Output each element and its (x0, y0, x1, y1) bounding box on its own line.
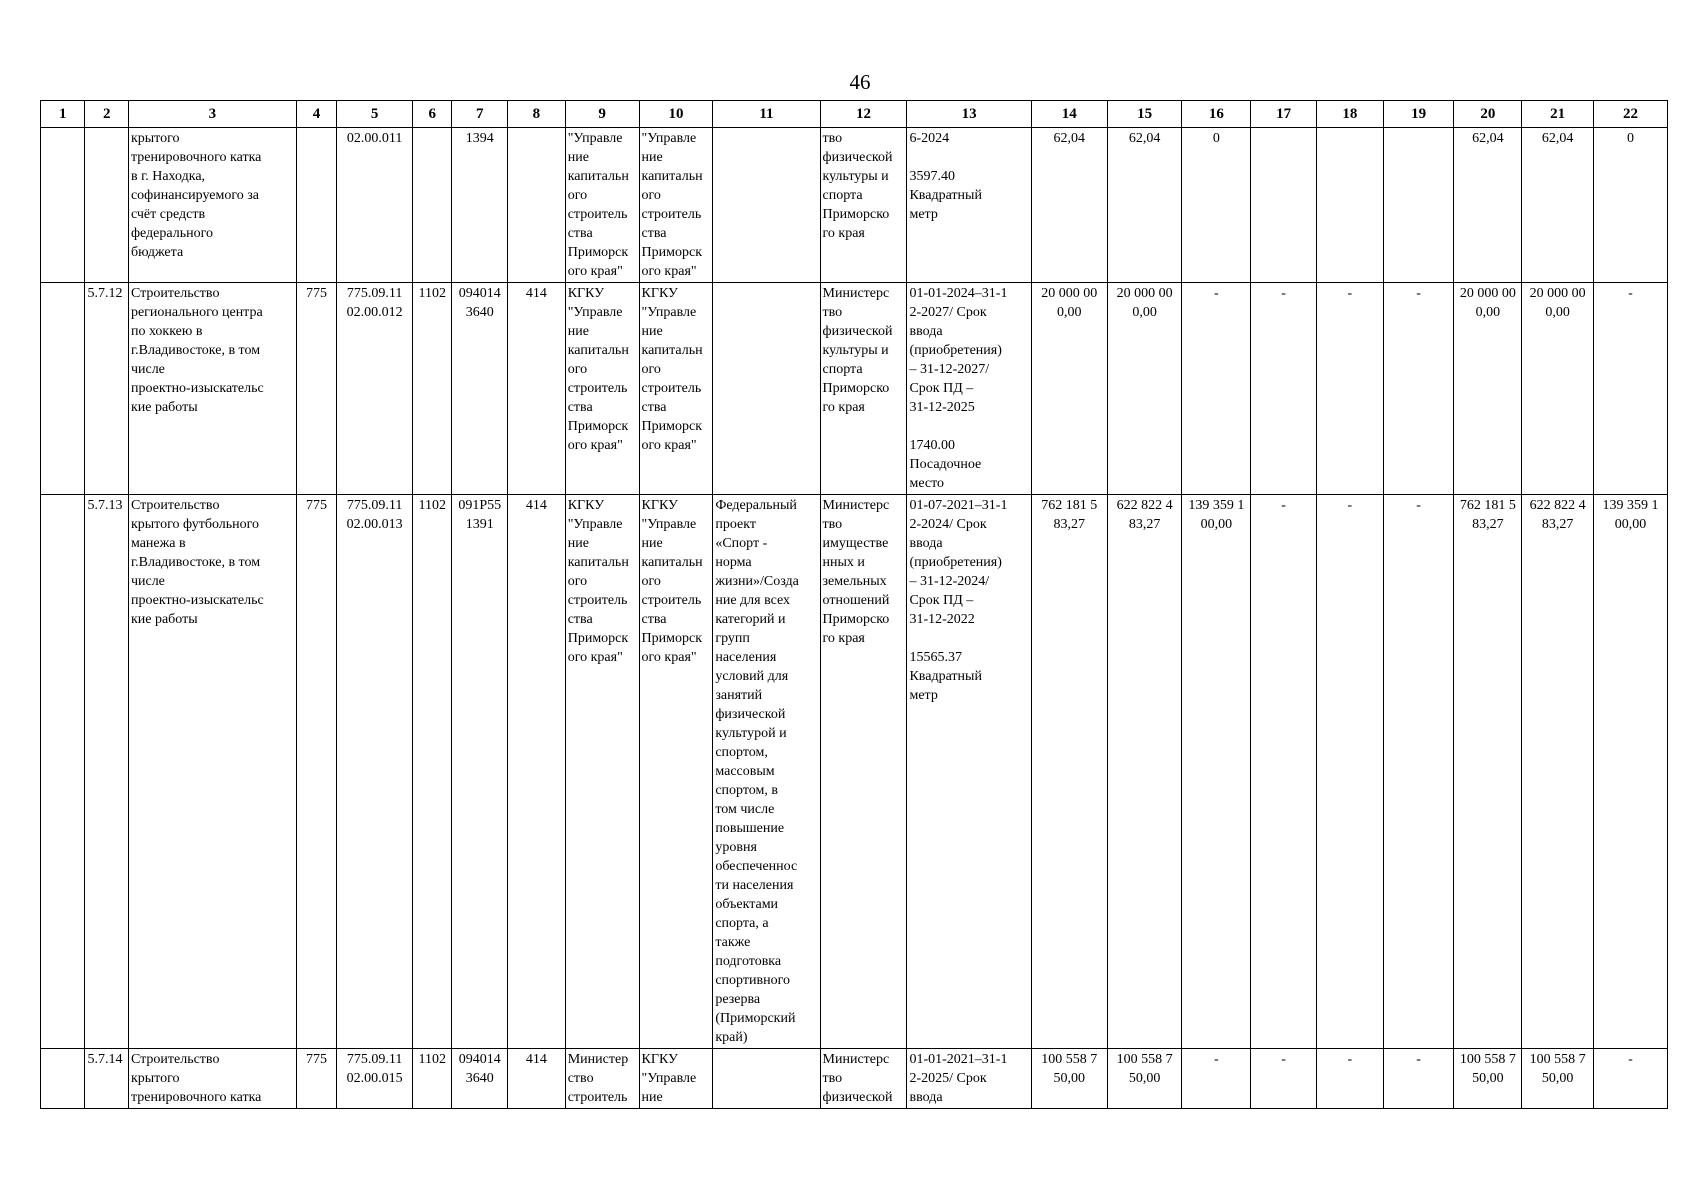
row-num-cell (41, 1049, 85, 1109)
value-cell: 762 181 5 83,27 (1454, 495, 1522, 1049)
builder-cell: КГКУ "Управле ние капитальн ого строитель ства Приморск ого края" (639, 283, 713, 495)
column-header: 21 (1522, 101, 1594, 128)
section-code-cell: 1102 (413, 283, 452, 495)
value-cell: 762 181 5 83,27 (1031, 495, 1107, 1049)
project-cell (713, 1049, 820, 1109)
builder-cell: КГКУ "Управле ние капитальн ого строитель ства Приморск ого края" (639, 495, 713, 1049)
column-header: 17 (1251, 101, 1317, 128)
target-article-cell: 094014 3640 (452, 283, 508, 495)
program-code-cell: 775.09.11 02.00.012 (337, 283, 413, 495)
column-header: 2 (85, 101, 128, 128)
row-num-cell (41, 495, 85, 1049)
object-name-cell: Строительство крытого тренировочного катка (128, 1049, 296, 1109)
customer-cell: Министер ство строитель (565, 1049, 639, 1109)
object-name-cell: Строительство регионального центра по хоккею в г.Владивостоке, в том числе проектно-изыскательс кие работы (128, 283, 296, 495)
table-row (41, 128, 1668, 283)
builder-cell: КГКУ "Управле ние (639, 1049, 713, 1109)
gp-code-cell (296, 128, 336, 283)
object-name-cell: крытого тренировочного катка в г. Находка, софинансируемого за счёт средств федерального бюджета (128, 128, 296, 283)
value-cell: 20 000 00 0,00 (1522, 283, 1594, 495)
column-header: 22 (1593, 101, 1667, 128)
value-cell: - (1251, 495, 1317, 1049)
value-cell: 100 558 7 50,00 (1454, 1049, 1522, 1109)
value-cell: 62,04 (1454, 128, 1522, 283)
value-cell: - (1316, 283, 1383, 495)
value-cell: 139 359 1 00,00 (1593, 495, 1667, 1049)
value-cell (1383, 128, 1454, 283)
section-code-cell: 1102 (413, 495, 452, 1049)
column-header: 19 (1383, 101, 1454, 128)
value-cell: - (1182, 283, 1251, 495)
customer-cell: КГКУ "Управле ние капитальн ого строитель ства Приморск ого края" (565, 495, 639, 1049)
section-code-cell (413, 128, 452, 283)
column-header: 11 (713, 101, 820, 128)
item-code-cell: 5.7.12 (85, 283, 128, 495)
item-code-cell: 5.7.14 (85, 1049, 128, 1109)
column-header: 16 (1182, 101, 1251, 128)
column-header: 18 (1316, 101, 1383, 128)
terms-capacity-cell: 6-2024 3597.40 Квадратный метр (907, 128, 1031, 283)
value-cell (1251, 128, 1317, 283)
value-cell: - (1182, 1049, 1251, 1109)
column-header: 9 (565, 101, 639, 128)
item-code-cell (85, 128, 128, 283)
value-cell: - (1251, 1049, 1317, 1109)
value-cell: - (1251, 283, 1317, 495)
project-cell (713, 283, 820, 495)
customer-cell: КГКУ "Управле ние капитальн ого строитель ства Приморск ого края" (565, 283, 639, 495)
terms-capacity-cell: 01-01-2024–31-1 2-2027/ Срок ввода (приобретения) – 31-12-2027/ Срок ПД – 31-12-2025 1740.00 Посадочное место (907, 283, 1031, 495)
gr-budget-cell: Министерс тво имуществе нных и земельных отношений Приморско го края (820, 495, 907, 1049)
value-cell: - (1383, 1049, 1454, 1109)
value-cell: 100 558 7 50,00 (1031, 1049, 1107, 1109)
column-header: 13 (907, 101, 1031, 128)
value-cell: 62,04 (1107, 128, 1182, 283)
target-article-cell: 094014 3640 (452, 1049, 508, 1109)
column-header: 5 (337, 101, 413, 128)
expense-type-cell: 414 (508, 283, 566, 495)
column-header: 15 (1107, 101, 1182, 128)
value-cell: 622 822 4 83,27 (1522, 495, 1594, 1049)
column-header: 8 (508, 101, 566, 128)
value-cell: 20 000 00 0,00 (1454, 283, 1522, 495)
column-header: 4 (296, 101, 336, 128)
project-cell (713, 128, 820, 283)
expense-type-cell (508, 128, 566, 283)
budget-table (40, 100, 1668, 1109)
terms-capacity-cell: 01-01-2021–31-1 2-2025/ Срок ввода (907, 1049, 1031, 1109)
value-cell: 62,04 (1522, 128, 1594, 283)
value-cell: - (1383, 283, 1454, 495)
value-cell: 100 558 7 50,00 (1107, 1049, 1182, 1109)
table-row (41, 495, 1668, 1049)
program-code-cell: 775.09.11 02.00.013 (337, 495, 413, 1049)
column-header: 12 (820, 101, 907, 128)
value-cell: - (1383, 495, 1454, 1049)
program-code-cell: 02.00.011 (337, 128, 413, 283)
value-cell: 0 (1593, 128, 1667, 283)
column-header: 7 (452, 101, 508, 128)
column-header: 10 (639, 101, 713, 128)
value-cell: - (1593, 1049, 1667, 1109)
object-name-cell: Строительство крытого футбольного манежа в г.Владивостоке, в том числе проектно-изыскательс кие работы (128, 495, 296, 1049)
project-cell: Федеральный проект «Спорт - норма жизни»/Созда ние для всех категорий и групп населения условий для занятий физической культурой и спортом, массовым спортом, в том числе повышение уровня обеспеченнос ти населения объектами спорта, а также подготовка спортивного резерва (Приморский край) (713, 495, 820, 1049)
row-num-cell (41, 283, 85, 495)
program-code-cell: 775.09.11 02.00.015 (337, 1049, 413, 1109)
value-cell (1316, 128, 1383, 283)
value-cell: 20 000 00 0,00 (1031, 283, 1107, 495)
value-cell: 622 822 4 83,27 (1107, 495, 1182, 1049)
value-cell: 20 000 00 0,00 (1107, 283, 1182, 495)
column-header: 14 (1031, 101, 1107, 128)
gp-code-cell: 775 (296, 495, 336, 1049)
value-cell: - (1316, 1049, 1383, 1109)
table-row (41, 1049, 1668, 1109)
item-code-cell: 5.7.13 (85, 495, 128, 1049)
terms-capacity-cell: 01-07-2021–31-1 2-2024/ Срок ввода (приобретения) – 31-12-2024/ Срок ПД – 31-12-2022 15565.37 Квадратный метр (907, 495, 1031, 1049)
customer-cell: "Управле ние капитальн ого строитель ства Приморск ого края" (565, 128, 639, 283)
column-header: 3 (128, 101, 296, 128)
gp-code-cell: 775 (296, 1049, 336, 1109)
value-cell: 139 359 1 00,00 (1182, 495, 1251, 1049)
value-cell: 62,04 (1031, 128, 1107, 283)
value-cell: - (1593, 283, 1667, 495)
value-cell: 0 (1182, 128, 1251, 283)
section-code-cell: 1102 (413, 1049, 452, 1109)
gr-budget-cell: Министерс тво физической культуры и спорта Приморско го края (820, 283, 907, 495)
column-header: 6 (413, 101, 452, 128)
header-row (41, 101, 1668, 128)
expense-type-cell: 414 (508, 495, 566, 1049)
target-article-cell: 091P55 1391 (452, 495, 508, 1049)
target-article-cell: 1394 (452, 128, 508, 283)
column-header: 20 (1454, 101, 1522, 128)
value-cell: - (1316, 495, 1383, 1049)
column-header: 1 (41, 101, 85, 128)
table-row (41, 283, 1668, 495)
page-number: 46 (849, 70, 871, 94)
gp-code-cell: 775 (296, 283, 336, 495)
builder-cell: "Управле ние капитальн ого строитель ства Приморск ого края" (639, 128, 713, 283)
gr-budget-cell: Министерс тво физической (820, 1049, 907, 1109)
gr-budget-cell: тво физической культуры и спорта Приморско го края (820, 128, 907, 283)
expense-type-cell: 414 (508, 1049, 566, 1109)
value-cell: 100 558 7 50,00 (1522, 1049, 1594, 1109)
row-num-cell (41, 128, 85, 283)
